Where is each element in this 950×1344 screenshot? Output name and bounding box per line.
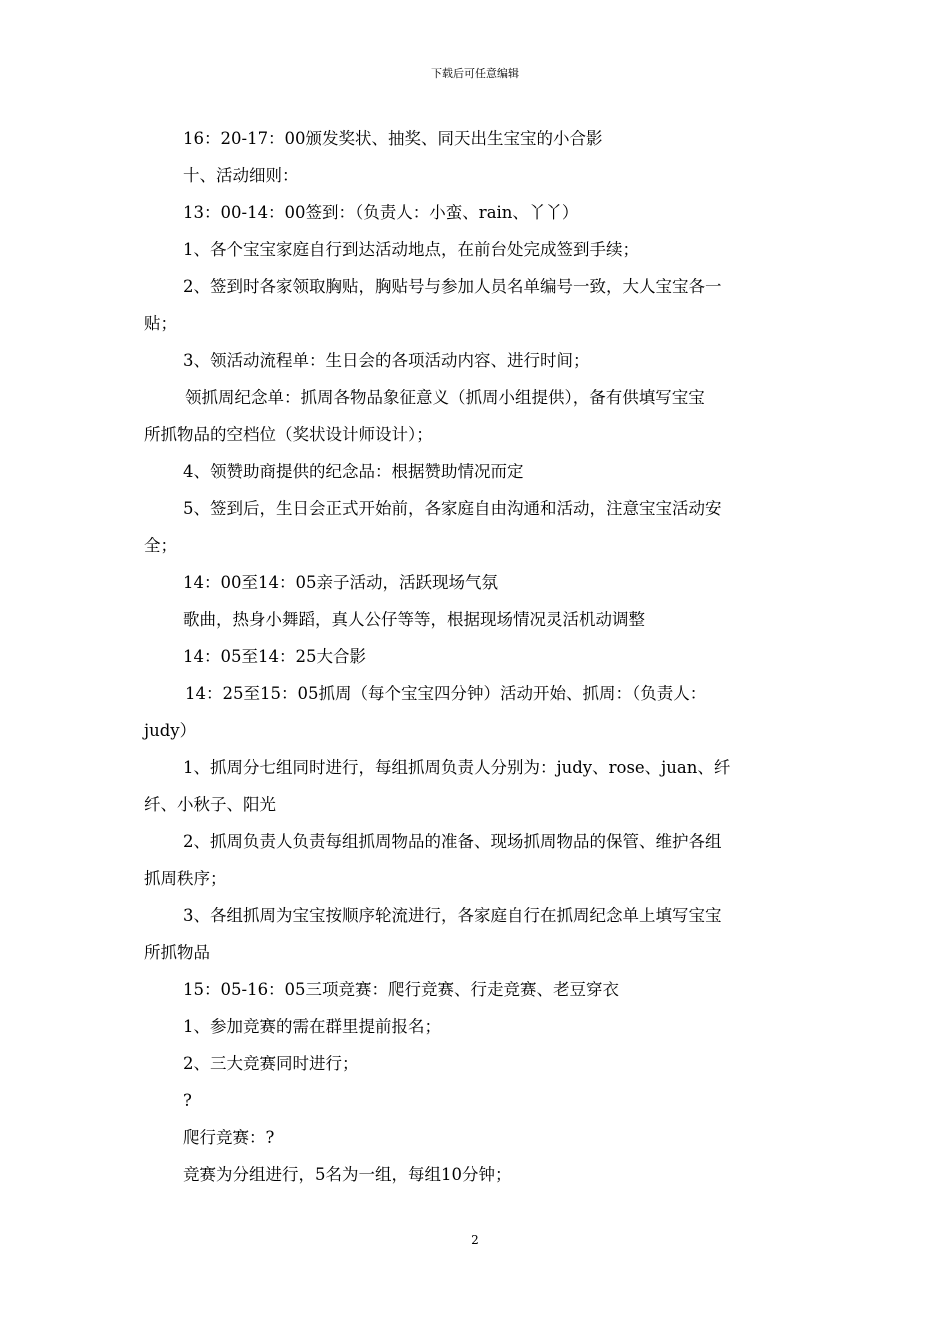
document-body xyxy=(144,120,808,1193)
text-line: 1、参加竞赛的需在群里提前报名； xyxy=(183,1017,441,1036)
text-line: 13：00-14：00签到：（负责人：小蛮、rain、丫丫） xyxy=(183,203,579,222)
text-line: 抓周秩序； xyxy=(144,869,227,888)
text-line: 歌曲，热身小舞蹈，真人公仔等等，根据现场情况灵活机动调整 xyxy=(183,610,645,629)
text-line: 所抓物品的空档位（奖状设计师设计）； xyxy=(144,425,433,444)
text-line: 14：00至14：05亲子活动，活跃现场气氛 xyxy=(183,573,498,592)
section-heading: 十、活动细则： xyxy=(183,166,299,185)
text-line: 16：20-17：00颁发奖状、抽奖、同天出生宝宝的小合影 xyxy=(183,129,603,148)
text-line: ? xyxy=(183,1091,192,1110)
text-line: 3、各组抓周为宝宝按顺序轮流进行，各家庭自行在抓周纪念单上填写宝宝 xyxy=(183,906,722,925)
page-number: 2 xyxy=(471,1233,479,1247)
text-line: 15：05-16：05三项竞赛：爬行竞赛、行走竞赛、老豆穿衣 xyxy=(183,980,620,999)
text-line: 4、领赞助商提供的纪念品：根据赞助情况而定 xyxy=(183,462,524,481)
text-line: 14：05至14：25大合影 xyxy=(183,647,366,666)
text-line: 2、签到时各家领取胸贴，胸贴号与参加人员名单编号一致，大人宝宝各一 xyxy=(183,277,722,296)
text-line: 14：25至15：05抓周（每个宝宝四分钟）活动开始、抓周：（负责人： xyxy=(185,684,707,703)
text-line: 全； xyxy=(144,536,177,555)
text-line: 2、三大竞赛同时进行； xyxy=(183,1054,359,1073)
text-line: judy） xyxy=(144,721,197,740)
text-line: 2、抓周负责人负责每组抓周物品的准备、现场抓周物品的保管、维护各组 xyxy=(183,832,722,851)
text-line: 爬行竞赛：? xyxy=(183,1128,275,1147)
text-line: 1、抓周分七组同时进行，每组抓周负责人分别为：judy、rose、juan、纤 xyxy=(183,758,731,777)
text-line: 1、各个宝宝家庭自行到达活动地点，在前台处完成签到手续； xyxy=(183,240,639,259)
text-line: 竞赛为分组进行，5名为一组，每组10分钟； xyxy=(183,1165,512,1184)
text-line: 5、签到后，生日会正式开始前，各家庭自由沟通和活动，注意宝宝活动安 xyxy=(183,499,722,518)
text-line: 所抓物品 xyxy=(144,943,210,962)
text-line: 纤、小秋子、阳光 xyxy=(144,795,276,814)
text-line: 3、领活动流程单：生日会的各项活动内容、进行时间； xyxy=(183,351,590,370)
page-header: 下载后可任意编辑 xyxy=(431,67,519,80)
text-line: 贴； xyxy=(144,314,177,333)
text-line: 领抓周纪念单：抓周各物品象征意义（抓周小组提供），备有供填写宝宝 xyxy=(185,388,705,407)
